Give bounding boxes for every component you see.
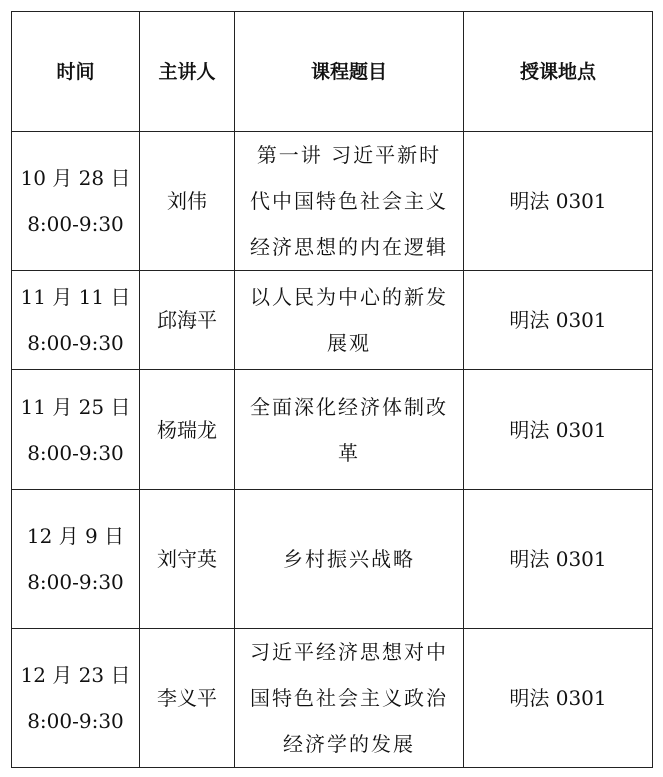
topic-line: 展观 bbox=[327, 331, 371, 355]
topic-line: 经济思想的内在逻辑 bbox=[250, 235, 448, 259]
place-cell: 明法 0301 bbox=[464, 629, 653, 768]
time-text: 8:00-9:30 bbox=[27, 440, 124, 465]
topic-line: 第一讲 习近平新时 bbox=[256, 143, 442, 167]
place-cell: 明法 0301 bbox=[464, 490, 653, 629]
topic-line: 国特色社会主义政治 bbox=[250, 686, 448, 710]
table-row bbox=[12, 271, 653, 370]
time-text: 8:00-9:30 bbox=[27, 709, 124, 733]
lecture-schedule-table bbox=[11, 11, 653, 768]
time-cell bbox=[12, 370, 140, 490]
topic-cell bbox=[235, 490, 464, 629]
table-row bbox=[12, 629, 653, 768]
time-cell bbox=[12, 132, 140, 271]
time-text: 8:00-9:30 bbox=[27, 331, 124, 355]
header-place: 授课地点 bbox=[464, 12, 653, 132]
topic-line: 习近平经济思想对中 bbox=[250, 640, 448, 664]
table-row bbox=[12, 370, 653, 490]
date-text: 12 月 9 日 bbox=[26, 524, 125, 548]
speaker-cell: 邱海平 bbox=[140, 271, 235, 370]
time-cell bbox=[12, 629, 140, 768]
topic-cell bbox=[235, 629, 464, 768]
header-topic: 课程题目 bbox=[235, 12, 464, 132]
topic-cell bbox=[235, 132, 464, 271]
time-text: 8:00-9:30 bbox=[27, 212, 124, 236]
table-header-row bbox=[12, 12, 653, 132]
place-cell: 明法 0301 bbox=[464, 132, 653, 271]
speaker-cell: 刘守英 bbox=[140, 490, 235, 629]
speaker-cell: 李义平 bbox=[140, 629, 235, 768]
time-text: 8:00-9:30 bbox=[27, 570, 124, 594]
table-row bbox=[12, 490, 653, 629]
date-text: 12 月 23 日 bbox=[20, 663, 131, 687]
date-text: 10 月 28 日 bbox=[20, 166, 131, 190]
place-cell: 明法 0301 bbox=[464, 370, 653, 490]
header-speaker: 主讲人 bbox=[140, 12, 235, 132]
topic-line: 以人民为中心的新发 bbox=[250, 285, 448, 309]
place-cell: 明法 0301 bbox=[464, 271, 653, 370]
date-text: 11 月 11 日 bbox=[20, 285, 131, 309]
topic-line: 经济学的发展 bbox=[283, 732, 415, 756]
speaker-cell: 杨瑞龙 bbox=[140, 370, 235, 490]
table-row bbox=[12, 132, 653, 271]
header-time: 时间 bbox=[12, 12, 140, 132]
topic-line: 革 bbox=[338, 440, 360, 465]
topic-line: 全面深化经济体制改 bbox=[250, 394, 448, 419]
topic-cell bbox=[235, 370, 464, 490]
topic-cell bbox=[235, 271, 464, 370]
speaker-cell: 刘伟 bbox=[140, 132, 235, 271]
topic-line: 乡村振兴战略 bbox=[283, 547, 415, 571]
time-cell bbox=[12, 271, 140, 370]
time-cell bbox=[12, 490, 140, 629]
date-text: 11 月 25 日 bbox=[20, 394, 131, 419]
topic-line: 代中国特色社会主义 bbox=[250, 189, 448, 213]
